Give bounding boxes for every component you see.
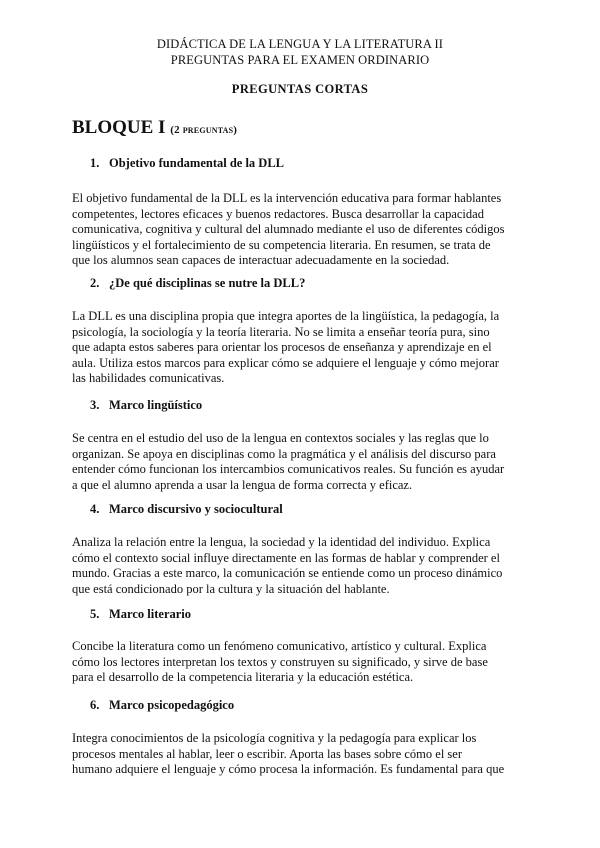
answer-line: Integra conocimientos de la psicología cognitiva y la pedagogía para explicar los [72, 731, 477, 745]
question-title: Marco literario [109, 607, 192, 621]
question-heading [90, 156, 532, 171]
question-number: 2. [90, 276, 100, 290]
question-section-1 [72, 156, 532, 269]
answer-line: cómo el contexto social influye directamente en las formas de hablar y comprender el [72, 550, 500, 565]
document-header [0, 36, 600, 68]
question-title: Marco discursivo y sociocultural [109, 502, 283, 516]
answer-line: que está condicionado por la cultura y la situación del hablante. [72, 581, 390, 596]
answer-line: humano adquiere el lenguaje y cómo procesa la información. Es fundamental para que [72, 762, 505, 777]
answer-paragraph [72, 639, 532, 686]
answer-paragraph [72, 535, 532, 597]
question-heading [90, 698, 532, 713]
question-number: 1. [90, 156, 100, 170]
question-title: Marco psicopedagógico [109, 698, 235, 712]
answer-line: procesos mentales al hablar, leer o escribir. Aporta las bases sobre cómo el ser [72, 746, 462, 761]
answer-line: que los alumnos sean capaces de interactuar adecuadamente en la sociedad. [72, 253, 450, 268]
exam-title: PREGUNTAS PARA EL EXAMEN ORDINARIO [170, 53, 430, 67]
question-title: ¿De qué disciplinas se nutre la DLL? [109, 276, 306, 290]
question-number: 6. [90, 698, 100, 712]
question-section-6 [72, 698, 532, 778]
question-heading [90, 607, 532, 622]
question-number: 4. [90, 502, 100, 516]
answer-line: competentes, lectores eficaces y buenos redactores. Busca desarrollar la capacidad [72, 206, 484, 221]
question-title: Marco lingüístico [109, 398, 203, 412]
answer-line: cómo los lectores interpretan los textos y construyen su significado, y sirve de base [72, 654, 488, 669]
question-heading [90, 398, 532, 413]
answer-paragraph [72, 309, 532, 387]
question-title: Objetivo fundamental de la DLL [109, 156, 285, 170]
answer-paragraph [72, 431, 532, 493]
question-section-4 [72, 502, 532, 597]
block-title: BLOQUE I [72, 117, 166, 138]
answer-line: aula. Utiliza estos marcos para explicar cómo se adquiere el lenguaje y cómo mejorar [72, 355, 499, 370]
question-heading [90, 502, 532, 517]
answer-line: mundo. Gracias a este marco, la comunicación se entiende como un proceso dinámico [72, 566, 503, 581]
answer-line: para el desarrollo de la competencia literaria y la educación estética. [72, 670, 414, 685]
answer-line: La DLL es una disciplina propia que integra aportes de la lingüística, la pedagogía, la [72, 309, 500, 323]
section-subtitle: PREGUNTAS CORTAS [231, 82, 369, 96]
answer-line: El objetivo fundamental de la DLL es la intervención educativa para formar hablantes [72, 191, 502, 205]
answer-line: organizan. Se apoya en disciplinas como la pragmática y el análisis del discurso para [72, 446, 496, 461]
question-section-5 [72, 607, 532, 686]
answer-line: que adapta estos saberes para orientar los procesos de enseñanza y aprendizaje en el [72, 340, 492, 355]
answer-line: psicología, la sociología y la teoría literaria. No se limita a enseñar teoría pura, sino [72, 324, 490, 339]
question-number: 3. [90, 398, 100, 412]
answer-line: a que el alumno aprenda a usar la lengua de forma correcta y eficaz. [72, 477, 413, 492]
answer-line: lingüísticos y el fortalecimiento de su competencia literaria. En resumen, se trata de [72, 237, 491, 252]
course-title: DIDÁCTICA DE LA LENGUA Y LA LITERATURA II [156, 37, 444, 51]
question-section-3 [72, 398, 532, 493]
answer-line: Analiza la relación entre la lengua, la sociedad y la identidad del individuo. Explica [72, 535, 491, 549]
question-number: 5. [90, 607, 100, 621]
answer-line: entender cómo funcionan los intercambios comunicativos reales. Su función es ayudar [72, 462, 505, 477]
answer-line: comunicativa, cognitiva y cultural del alumnado mediante el uso de diferentes códigos [72, 222, 505, 237]
answer-line: Concibe la literatura como un fenómeno comunicativo, artístico y cultural. Explica [72, 639, 487, 653]
answer-line: las habilidades comunicativas. [72, 371, 225, 386]
answer-paragraph [72, 731, 532, 778]
block-heading [72, 117, 237, 139]
answer-line: Se centra en el estudio del uso de la lengua en contextos sociales y las reglas que lo [72, 431, 489, 445]
question-section-2 [72, 276, 532, 387]
question-heading [90, 276, 532, 291]
block-note: (2 preguntas) [170, 124, 238, 136]
answer-paragraph [72, 191, 532, 269]
